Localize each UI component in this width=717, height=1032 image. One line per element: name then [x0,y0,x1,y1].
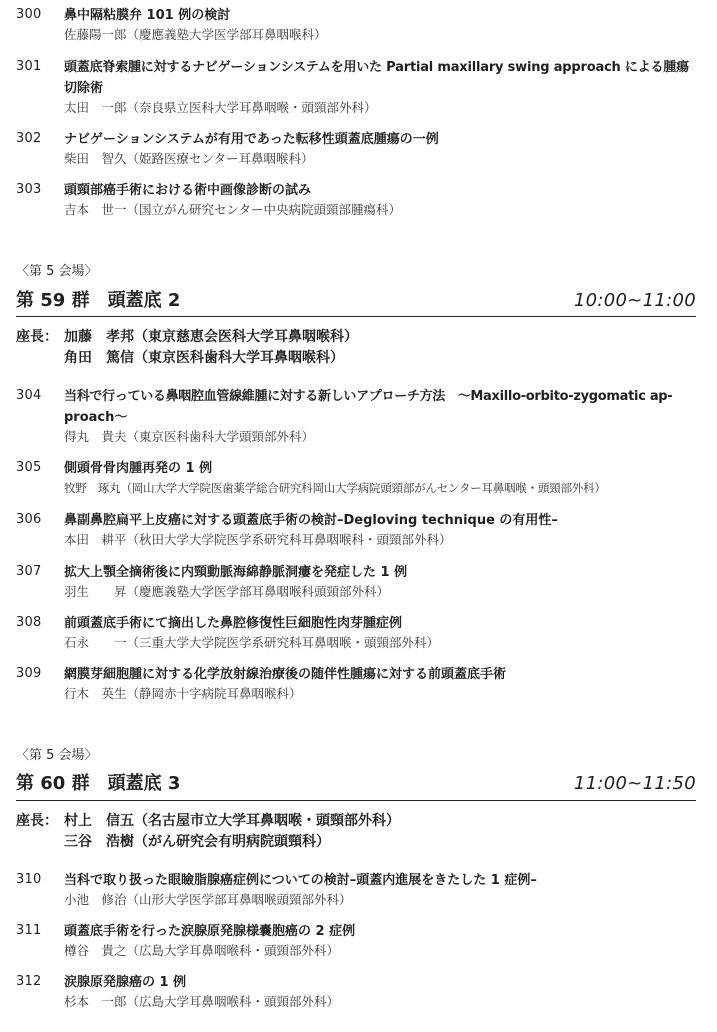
session-title: 第 60 群 頭蓋底 3 [16,773,181,794]
abstract-title: 側頭骨骨肉腫再発の 1 例 [64,461,213,476]
abstract-title: 網膜芽細胞腫に対する化学放射線治療後の随伴性腫瘍に対する前頭蓋底手術 [64,667,507,682]
abstract-author: 柴田 智久（姫路医療センター耳鼻咽喉科） [64,151,314,166]
abstract-author: 樽谷 貴之（広島大学耳鼻咽喉科・頭頸部外科） [64,943,340,958]
abstract-author: 小池 修治（山形大学医学部耳鼻咽喉頭頸部外科） [64,892,352,907]
abstract-number: 311 [16,923,42,938]
abstract-title-line-1: 当科で行っている鼻咽腔血管線維腫に対する新しいアプローチ方法 ～Maxillo-orbito-zygomatic ap- [64,389,673,404]
chairperson: 村上 信五（名古屋市立大学耳鼻咽喉・頭頸部外科） [64,813,400,829]
abstract-number: 306 [16,512,42,527]
abstract-number: 307 [16,564,42,579]
abstract-number: 300 [16,7,42,22]
chair-label: 座長： [16,329,58,345]
venue-label: 〈第 5 会場〉 [16,264,98,279]
abstract-author: 杉本 一郎（広島大学耳鼻咽喉科・頭頸部外科） [64,994,340,1009]
abstract-title: 鼻中隔粘膜弁 101 例の検討 [64,8,231,23]
session-title: 第 59 群 頭蓋底 2 [16,290,181,311]
abstract-title: ナビゲーションシステムが有用であった転移性頭蓋底腫瘍の一例 [64,132,439,147]
abstract-number: 302 [16,131,42,146]
abstract-title-line-1: 頭蓋底脊索腫に対するナビゲーションシステムを用いた Partial maxillary swing approach による腫瘍 [64,60,689,75]
chairperson: 角田 篤信（東京医科歯科大学耳鼻咽喉科） [64,350,344,366]
abstract-title-line-2: 切除術 [64,81,104,96]
abstract-author: 佐藤陽一郎（慶應義塾大学医学部耳鼻咽喉科） [64,27,327,42]
abstract-title: 頭蓋底手術を行った涙腺原発腺様嚢胞癌の 2 症例 [64,924,356,939]
abstract-title-line-2: proach～ [64,410,128,425]
abstract-author: 行木 英生（静岡赤十字病院耳鼻咽喉科） [64,686,302,701]
abstract-author: 得丸 貴夫（東京医科歯科大学頭頸部外科） [64,429,315,444]
abstract-author: 本田 耕平（秋田大学大学院医学系研究科耳鼻咽喉科・頭頸部外科） [64,532,452,547]
chairperson: 三谷 浩樹（がん研究会有明病院頭頸科） [64,834,330,850]
abstract-number: 309 [16,666,42,681]
session-time: 11:00~11:50 [573,773,696,794]
abstract-number: 310 [16,872,42,887]
abstract-number: 301 [16,59,42,74]
chairperson: 加藤 孝邦（東京慈恵会医科大学耳鼻咽喉科） [64,329,358,345]
session-divider [16,316,696,317]
abstract-title: 涙腺原発腺癌の 1 例 [64,975,187,990]
abstract-number: 305 [16,460,42,475]
abstract-number: 303 [16,182,42,197]
abstract-title: 拡大上顎全摘術後に内頸動脈海綿静脈洞瘻を発症した 1 例 [64,565,408,580]
abstract-title: 前頭蓋底手術にて摘出した鼻腔修復性巨細胞性肉芽腫症例 [64,616,403,631]
abstract-author: 牧野 琢丸（岡山大学大学院医歯薬学総合研究科岡山大学病院頭頸部がんセンター耳鼻咽喉・頭頸部外科） [64,481,606,495]
abstract-number: 308 [16,615,42,630]
abstract-title: 当科で取り扱った眼瞼脂腺癌症例についての検討–頭蓋内進展をきたした 1 症例– [64,873,537,888]
session-time: 10:00~11:00 [573,290,696,311]
abstract-number: 312 [16,974,42,989]
chair-label: 座長： [16,813,58,829]
abstract-title: 頭頸部癌手術における術中画像診断の試み [64,183,312,198]
abstract-author: 石永 一（三重大学大学院医学系研究科耳鼻咽喉・頭頸部外科） [64,635,440,650]
abstract-number: 304 [16,388,42,403]
abstract-author: 吉本 世一（国立がん研究センター中央病院頭頸部腫瘍科） [64,202,402,217]
abstract-author: 太田 一郎（奈良県立医科大学耳鼻咽喉・頭頸部外科） [64,100,377,115]
venue-label: 〈第 5 会場〉 [16,748,98,763]
session-divider [16,800,696,801]
abstract-title: 鼻副鼻腔扁平上皮癌に対する頭蓋底手術の検討–Degloving technique の有用性– [64,513,558,528]
abstract-author: 羽生 昇（慶應義塾大学医学部耳鼻咽喉科頭頸部外科） [64,584,390,599]
